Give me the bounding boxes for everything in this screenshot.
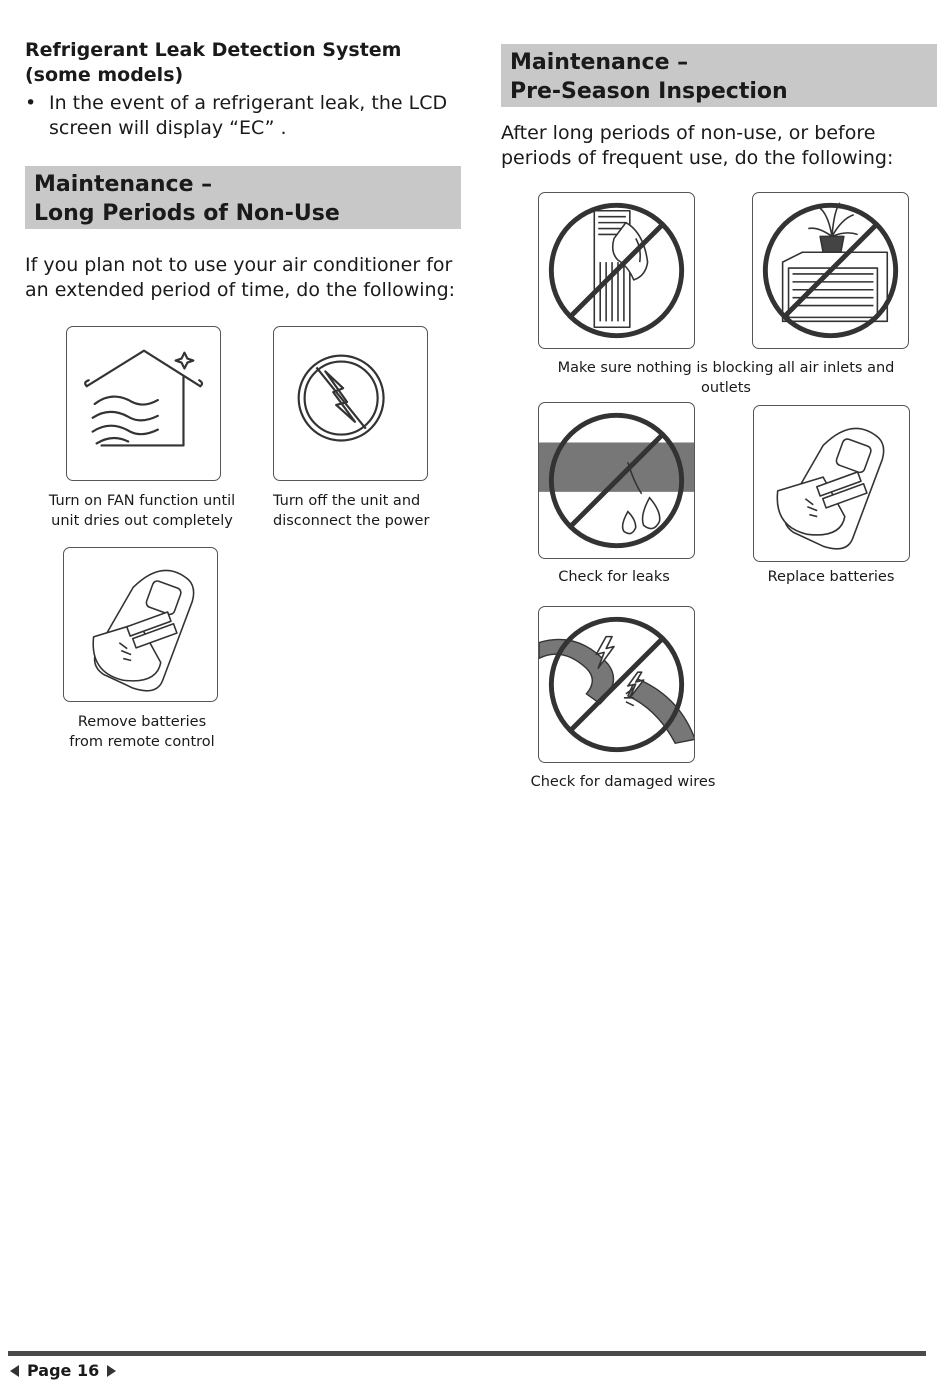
previous-page-icon[interactable] [10,1365,19,1377]
non-use-heading-line2: Long Periods of Non-Use [34,201,340,226]
footer-rule [8,1351,926,1356]
no-power-icon [273,326,428,481]
leak-bullet [25,91,465,141]
remove-batteries-line2: from remote control [69,734,215,750]
damaged-wires-caption: Check for damaged wires [530,774,716,790]
page-number: Page 16 [27,1361,100,1380]
power-caption-line1: Turn off the unit and [273,493,421,509]
non-use-heading-line1: Maintenance – [34,172,213,197]
leak-section-title: Refrigerant Leak Detection System (some models) [25,39,402,86]
non-use-intro: If you plan not to use your air conditioner for an extended period of time, do the following: [25,254,456,301]
replace-batteries-icon [753,405,910,562]
pre-season-heading [501,44,937,107]
remote-battery-icon [63,547,218,702]
remove-batteries-line1: Remove batteries [77,714,207,730]
pre-season-heading-line2: Pre-Season Inspection [510,79,788,104]
house-airflow-icon [66,326,221,481]
fan-caption [42,491,242,531]
fan-caption-line2: unit dries out completely [51,513,233,529]
next-page-icon[interactable] [107,1365,116,1377]
leak-bullet-text: In the event of a refrigerant leak, the LCD screen will display “EC” . [49,92,448,139]
power-caption [273,491,473,531]
bullet-dot: • [25,92,37,114]
power-caption-line2: disconnect the power [273,513,430,529]
page-footer [10,1361,116,1380]
leaks-caption: Check for leaks [558,569,670,585]
remove-batteries-caption [42,712,242,752]
replace-batteries-caption: Replace batteries [767,569,895,585]
pre-season-intro: After long periods of non-use, or before periods of frequent use, do the following: [501,122,894,169]
blocking-caption: Make sure nothing is blocking all air inlets and outlets [557,360,895,396]
damaged-wire-icon [538,606,695,763]
no-plant-on-outdoor-unit-icon [752,192,909,349]
non-use-heading [25,166,461,229]
no-cloth-on-indoor-unit-icon [538,192,695,349]
pre-season-heading-line1: Maintenance – [510,50,689,75]
leak-drops-icon [538,402,695,559]
fan-caption-line1: Turn on FAN function until [48,493,236,509]
